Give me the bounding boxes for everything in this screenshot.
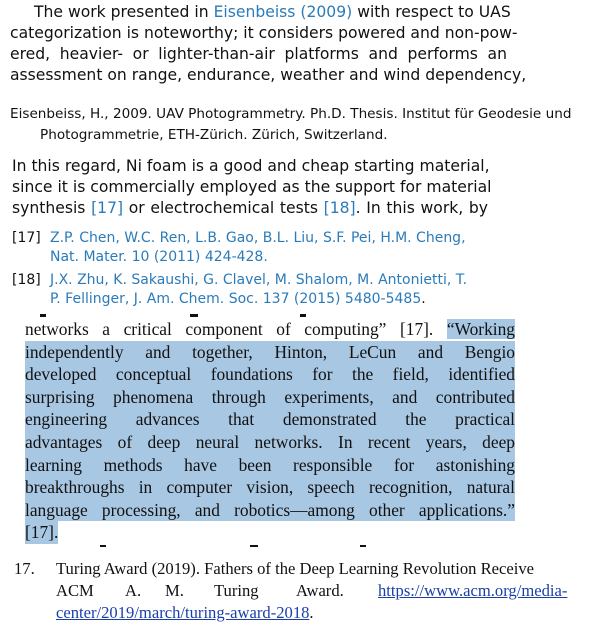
highlighted-text[interactable]: engineering advances that demonstrated the practical xyxy=(25,409,515,430)
highlighted-text[interactable]: breakthroughs in computer vision, speech recognition, natural xyxy=(25,477,515,498)
cropped-text-fragment xyxy=(40,314,46,317)
highlighted-text[interactable]: [17]. xyxy=(25,522,59,543)
highlighted-text[interactable]: independently and together, Hinton, LeCun and Bengio xyxy=(25,341,515,362)
text-line[interactable]: networks a critical component of computing” [17]. “Working xyxy=(25,319,515,339)
highlighted-text[interactable]: developed conceptual foundations for the field, identified xyxy=(25,364,515,385)
text-line: categorization is noteworthy; it considers powered and non-pow- xyxy=(10,24,518,42)
reference-number: [17] xyxy=(12,230,41,246)
cropped-text-fragment xyxy=(250,545,258,547)
highlighted-text[interactable]: surprising phenomena through experiments, and contributed xyxy=(25,386,515,407)
citation-17[interactable]: [17] xyxy=(91,199,124,217)
cropped-text-fragment xyxy=(300,314,306,317)
footnote-line: Turing Award (2019). Fathers of the Deep Learning Revolution Receive xyxy=(56,559,535,578)
reference-17-line[interactable]: Z.P. Chen, W.C. Ren, L.B. Gao, B.L. Liu, S.F. Pei, H.M. Cheng, xyxy=(50,230,466,246)
highlighted-text[interactable]: learning methods have been responsible for astonishing xyxy=(25,454,515,475)
highlighted-text[interactable]: advantages of deep neural networks. In recent years, deep xyxy=(25,432,515,452)
footnote-word: A. xyxy=(125,581,142,600)
footnote-link[interactable]: center/2019/march/turing-award-2018 xyxy=(56,603,310,622)
text-line: ered, heavier- or lighter-than-air platforms and performs an xyxy=(10,45,507,63)
reference-18-line: P. Fellinger, J. Am. Chem. Soc. 137 (2015) 5480-5485. xyxy=(50,291,426,307)
footnote-word: M. xyxy=(165,581,184,600)
reference-18-line[interactable]: J.X. Zhu, K. Sakaushi, G. Clavel, M. Shalom, M. Antonietti, T. xyxy=(50,272,468,288)
text-line: The work presented in Eisenbeiss (2009) with respect to UAS xyxy=(34,3,511,21)
citation-18[interactable]: [18] xyxy=(323,199,356,217)
bibliography-line: Photogrammetrie, ETH-Zürich. Zürich, Switzerland. xyxy=(40,127,388,143)
footnote-link[interactable]: https://www.acm.org/media- xyxy=(378,581,568,600)
text-line: synthesis [17] or electrochemical tests [18]. In this work, by xyxy=(12,199,488,217)
cropped-text-fragment xyxy=(100,545,106,547)
footnote-word: Turing xyxy=(214,581,259,600)
text-line: since it is commercially employed as the support for material xyxy=(12,178,492,196)
reference-17-line[interactable]: Nat. Mater. 10 (2011) 424-428. xyxy=(50,249,268,265)
cropped-text-fragment xyxy=(360,545,366,547)
text-line: assessment on range, endurance, weather and wind dependency, xyxy=(10,66,527,84)
cropped-text-fragment xyxy=(190,314,198,317)
footnote-number: 17. xyxy=(14,559,35,578)
citation-eisenbeiss[interactable]: Eisenbeiss (2009) xyxy=(213,3,353,21)
text-line: In this regard, Ni foam is a good and cheap starting material, xyxy=(12,157,490,175)
highlighted-text[interactable]: “Working xyxy=(446,319,515,339)
bibliography-line: Eisenbeiss, H., 2009. UAV Photogrammetry. Ph.D. Thesis. Institut für Geodesie und xyxy=(10,106,572,122)
footnote-word: ACM xyxy=(56,581,94,600)
footnote-word: Award. xyxy=(296,581,344,600)
footnote-line: center/2019/march/turing-award-2018. xyxy=(56,603,314,622)
reference-number: [18] xyxy=(12,272,41,288)
highlighted-text[interactable]: language processing, and robotics—among other applications.” xyxy=(25,499,515,520)
